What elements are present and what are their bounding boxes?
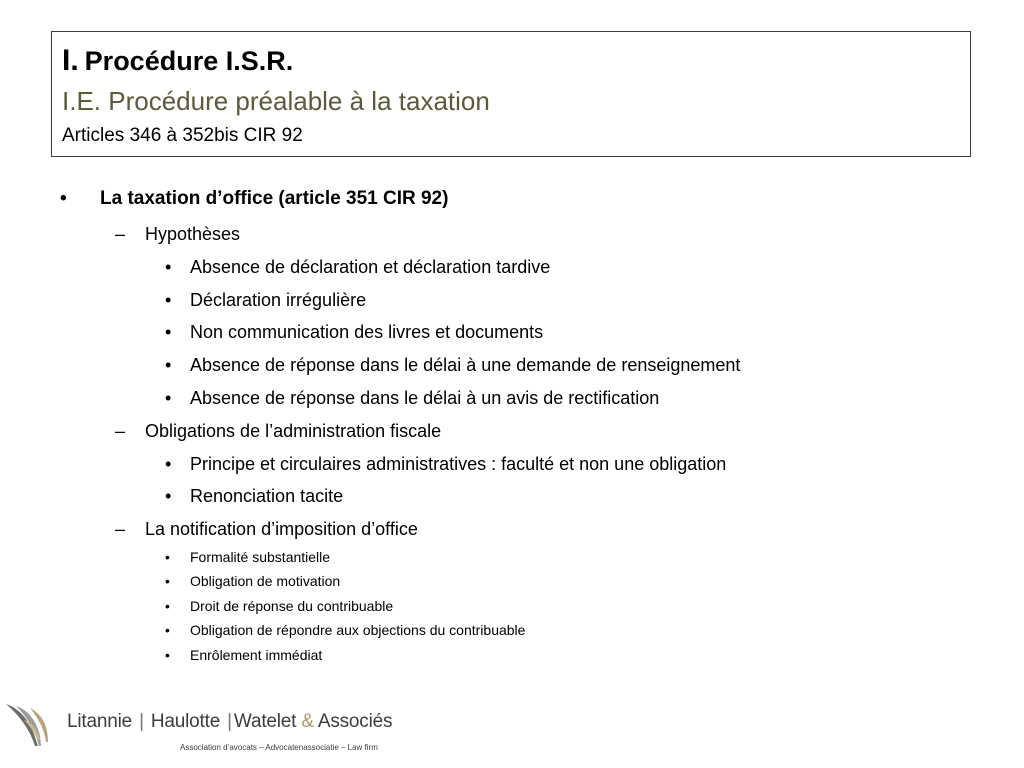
list-item-text: Déclaration irrégulière <box>190 290 367 310</box>
bullet-dot-icon: • <box>165 322 172 342</box>
firm-name-part: Associés <box>317 711 393 732</box>
list-item-text: Droit de réponse du contribuable <box>190 598 394 614</box>
slide-subtitle: I.E. Procédure préalable à la taxation <box>62 86 490 116</box>
list-item-text: Enrôlement immédiat <box>190 647 323 663</box>
bullet-dot-icon: • <box>165 355 172 375</box>
sub-heading-text: Obligations de l’administration fiscale <box>145 421 442 441</box>
list-item-text: Principe et circulaires administratives : faculté et non une obligation <box>190 454 727 474</box>
list-item-text: Formalité substantielle <box>190 549 331 565</box>
firm-name-part: Haulotte <box>150 711 221 732</box>
title-main: Procédure I.S.R. <box>84 46 294 76</box>
bullet-dot-icon: • <box>165 486 172 506</box>
bullet-dot-icon: • <box>165 549 170 565</box>
list-item-text: Non communication des livres et documents <box>190 322 544 342</box>
bullet-dot-icon: • <box>165 388 172 408</box>
bullet-dot-icon: • <box>165 454 172 474</box>
list-item-text: Absence de déclaration et déclaration tardive <box>190 257 551 277</box>
firm-name-part: Litannie <box>67 711 132 732</box>
list-item-text: Obligation de motivation <box>190 573 341 589</box>
bullet-dot-icon: • <box>60 188 67 209</box>
bullet-level1-text: La taxation d’office (article 351 CIR 92) <box>100 188 449 209</box>
sub-heading-text: La notification d’imposition d’office <box>145 519 418 539</box>
firm-name-part: Watelet <box>233 711 297 732</box>
firm-tagline: Association d’avocats – Advocatenassociatie – Law firm <box>180 743 378 752</box>
bullet-dot-icon: • <box>165 622 170 638</box>
dash-icon: – <box>115 421 126 441</box>
firm-logo-icon <box>4 700 56 755</box>
slide-title-box <box>51 31 971 157</box>
bullet-dot-icon: • <box>165 598 170 614</box>
bullet-dot-icon: • <box>165 290 172 310</box>
bullet-dot-icon: • <box>165 573 170 589</box>
list-item-text: Renonciation tacite <box>190 486 344 506</box>
slide-articles: Articles 346 à 352bis CIR 92 <box>62 125 303 146</box>
bullet-dot-icon: • <box>165 647 170 663</box>
list-item-text: Obligation de répondre aux objections du contribuable <box>190 622 526 638</box>
list-item-text: Absence de réponse dans le délai à une demande de renseignement <box>190 355 741 375</box>
firm-separator: | <box>139 711 144 732</box>
title-roman-numeral: I. <box>62 44 79 77</box>
sub-heading-text: Hypothèses <box>145 224 241 244</box>
bullet-dot-icon: • <box>165 257 172 277</box>
dash-icon: – <box>115 224 126 244</box>
firm-ampersand: & <box>301 711 314 732</box>
list-item-text: Absence de réponse dans le délai à un avis de rectification <box>190 388 660 408</box>
dash-icon: – <box>115 519 126 539</box>
firm-separator: | <box>227 711 232 732</box>
firm-name <box>67 711 392 733</box>
slide-title <box>62 46 293 76</box>
